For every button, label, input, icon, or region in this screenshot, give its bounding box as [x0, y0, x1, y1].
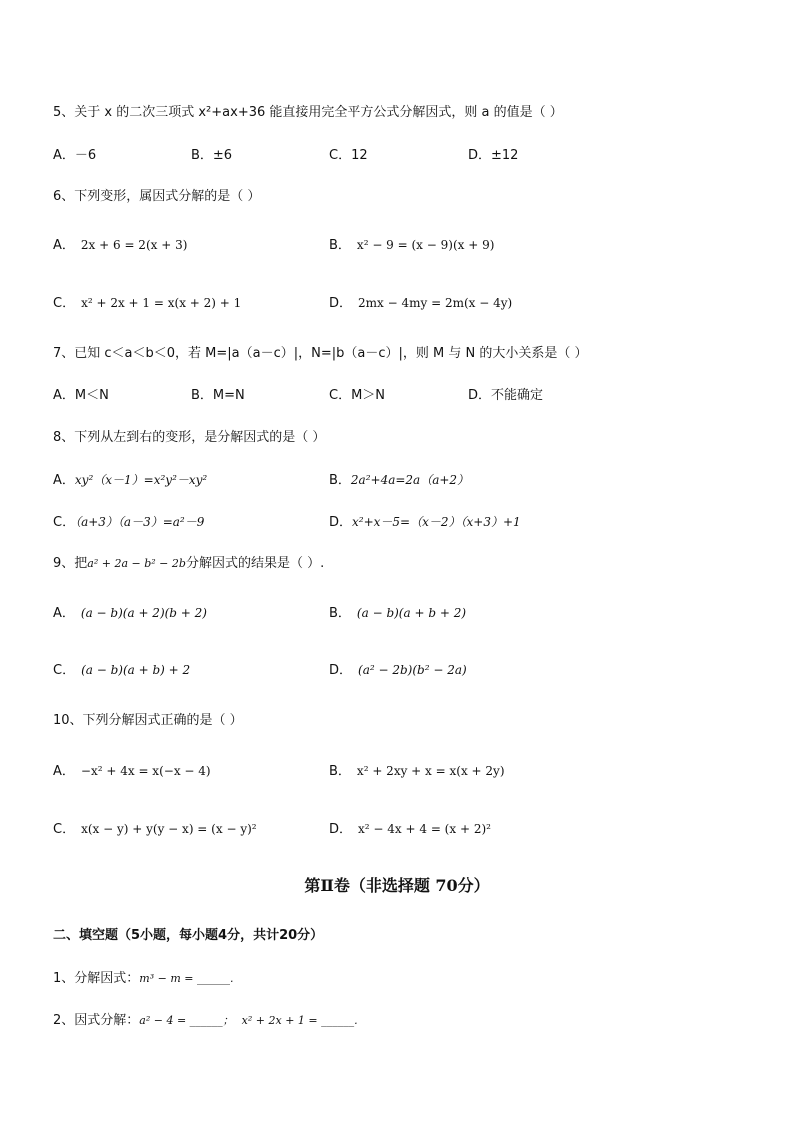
option-label: C．	[53, 515, 76, 530]
question-9-prefix: 9、把	[53, 556, 88, 571]
question-9-option-b	[329, 602, 466, 621]
question-7-option-a: A．M＜N	[53, 388, 109, 403]
question-8-stem: 8、下列从左到右的变形，是分解因式的是（ ）	[53, 430, 326, 445]
fill-question-2	[53, 1009, 358, 1028]
option-label: D．	[329, 663, 353, 678]
option-expression: x² + 2xy + x = x(x + 2y)	[356, 764, 505, 778]
option-label: C．	[53, 296, 76, 311]
question-7-option-c: C．M＞N	[329, 388, 386, 403]
option-label: A．	[53, 606, 75, 621]
question-9-option-d	[329, 659, 467, 678]
fill-blank-part-title: 二、填空题（5小题，每小题4分，共计20分）	[53, 928, 324, 943]
question-10-option-d	[329, 818, 491, 837]
option-label: D．	[329, 515, 353, 530]
question-7-stem: 7、已知 c＜a＜b＜0，若 M=|a（a－c）|，N=|b（a－c）|，则 M 与 N 的大小关系是（ ）	[53, 346, 588, 361]
option-expression: x² + 2x + 1 = x(x + 2) + 1	[81, 296, 242, 310]
question-10-option-c	[53, 818, 257, 837]
option-label: B．	[329, 473, 351, 488]
option-label: B．	[329, 606, 351, 621]
fill-question-2-expression-1: a² − 4 = ______；	[139, 1014, 234, 1027]
fill-question-1-expression: m³ − m = ______.	[139, 972, 234, 985]
question-10-stem: 10、下列分解因式正确的是（ ）	[53, 713, 243, 728]
question-9-suffix: 分解因式的结果是（ ）.	[185, 556, 325, 571]
question-5-stem: 5、关于 x 的二次三项式 x²+ax+36 能直接用完全平方公式分解因式，则 a 的值是（ ）	[53, 105, 563, 120]
question-6-option-c	[53, 292, 241, 311]
question-5-option-c: C．12	[329, 148, 368, 163]
question-9-option-a	[53, 602, 207, 621]
option-expression: 2mx − 4my = 2m(x − 4y)	[358, 296, 513, 310]
option-expression: x² − 9 = (x − 9)(x + 9)	[356, 238, 495, 252]
option-label: B．	[329, 238, 351, 253]
question-6-option-d	[329, 292, 512, 311]
fill-question-1-prefix: 1、分解因式：	[53, 971, 140, 986]
fill-question-2-expression-2: x² + 2x + 1 = ______.	[241, 1014, 358, 1027]
option-label: D．	[329, 296, 353, 311]
option-expression: (a − b)(a + b) + 2	[81, 663, 191, 677]
question-6-option-a	[53, 234, 187, 253]
question-8-option-d	[329, 511, 521, 530]
option-label: A．	[53, 238, 75, 253]
option-expression: x²+x－5=（x－2）（x+3）+1	[352, 515, 521, 529]
option-label: A．	[53, 764, 75, 779]
question-9-option-c	[53, 659, 190, 678]
fill-question-2-prefix: 2、因式分解：	[53, 1013, 140, 1028]
option-expression: (a² − 2b)(b² − 2a)	[358, 663, 467, 677]
question-8-option-b	[329, 469, 469, 488]
option-expression: 2a²+4a=2a（a+2）	[350, 473, 470, 487]
option-expression: (a − b)(a + 2)(b + 2)	[80, 606, 207, 620]
option-label: A．	[53, 473, 75, 488]
option-expression: x² − 4x + 4 = (x + 2)²	[358, 822, 491, 836]
option-expression: xy²（x－1）=x²y²－xy²	[74, 473, 208, 487]
option-label: D．	[329, 822, 353, 837]
option-expression: （a+3）（a－3）=a²－9	[75, 515, 205, 529]
question-5-option-b: B．±6	[191, 148, 233, 163]
option-expression: x(x − y) + y(y − x) = (x − y)²	[81, 822, 257, 836]
option-label: B．	[329, 764, 351, 779]
question-10-option-a	[53, 760, 211, 779]
question-7-option-d: D．不能确定	[468, 388, 544, 403]
question-6-option-b	[329, 234, 494, 253]
section-2-title: 第Ⅱ卷（非选择题 70分）	[304, 876, 490, 895]
question-9-expression: a² + 2a − b² − 2b	[87, 557, 186, 570]
question-5-option-a: A．－6	[53, 148, 97, 163]
option-label: C．	[53, 663, 76, 678]
question-10-option-b	[329, 760, 505, 779]
option-expression: 2x + 6 = 2(x + 3)	[80, 238, 188, 252]
question-8-option-a	[53, 469, 207, 488]
option-expression: −x² + 4x = x(−x − 4)	[80, 764, 211, 778]
question-5-option-d: D．±12	[468, 148, 519, 163]
option-label: C．	[53, 822, 76, 837]
question-7-option-b: B．M=N	[191, 388, 245, 403]
question-9-stem	[53, 552, 324, 571]
fill-question-1	[53, 967, 233, 986]
question-6-stem: 6、下列变形，属因式分解的是（ ）	[53, 189, 261, 204]
question-8-option-c	[53, 511, 204, 530]
option-expression: (a − b)(a + b + 2)	[356, 606, 467, 620]
